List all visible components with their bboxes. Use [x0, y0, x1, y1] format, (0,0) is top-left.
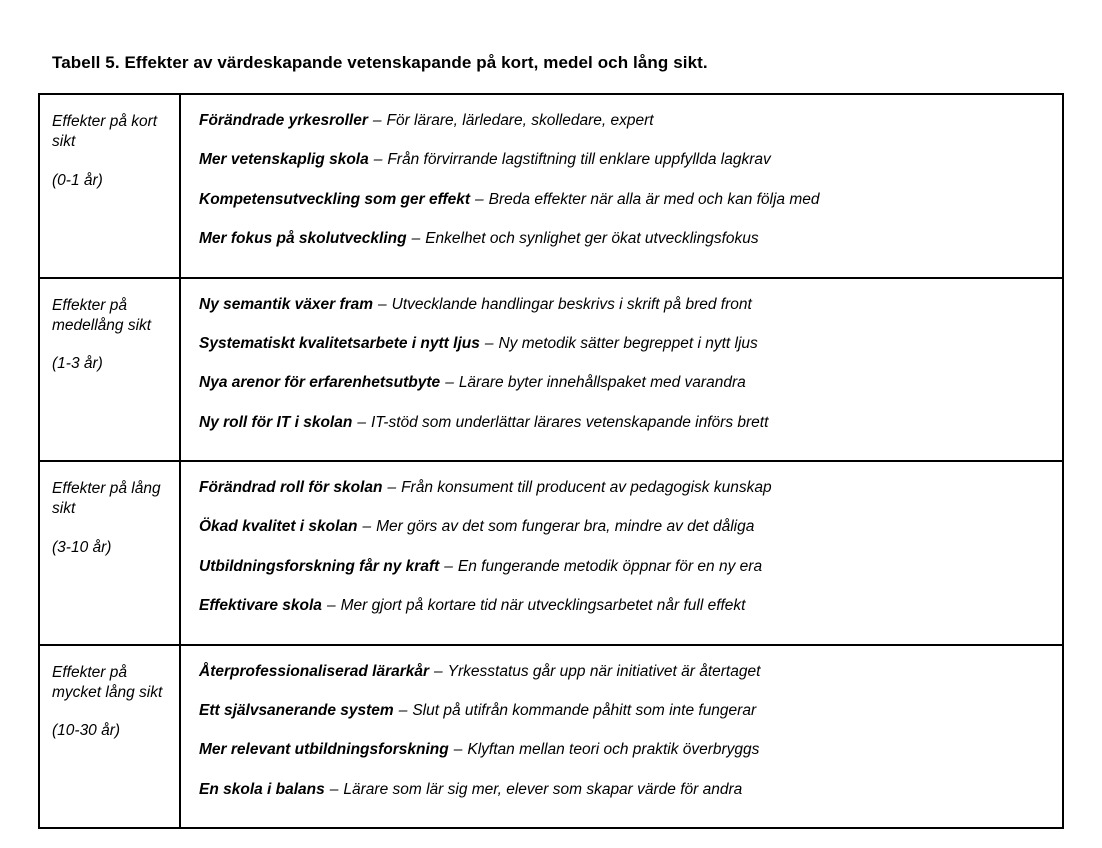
effect-term: Effektivare skola: [199, 597, 322, 615]
effect-item: [199, 596, 1050, 615]
effect-description: Ny metodik sätter begreppet i nytt ljus: [498, 334, 758, 352]
effect-term: Ny roll för IT i skolan: [199, 413, 353, 431]
dash-separator: –: [444, 557, 453, 575]
dash-separator: –: [326, 597, 336, 615]
row-header-cell: [40, 462, 181, 644]
effect-item: [199, 111, 1050, 130]
row-content-cell: [181, 95, 1062, 277]
period-label: Effekter på kort sikt: [52, 113, 158, 151]
effect-description: Mer görs av det som fungerar bra, mindre av det dåliga: [376, 518, 755, 536]
effect-description: Lärare som lär sig mer, elever som skapar värde för andra: [343, 780, 743, 798]
effect-description: Enkelhet och synlighet ger ökat utvecklingsfokus: [425, 230, 759, 248]
effect-item: [199, 150, 1050, 169]
dash-separator: –: [445, 374, 454, 392]
effect-item: [199, 662, 1050, 681]
dash-separator: –: [329, 780, 339, 798]
table-row: [40, 279, 1062, 463]
period-label: Effekter på medellång sikt: [52, 296, 152, 334]
effect-description: IT-stöd som underlättar lärares vetenskapande införs brett: [370, 413, 769, 431]
effect-item: [199, 557, 1050, 576]
effect-description: Yrkesstatus går upp när initiativet är återtaget: [447, 662, 761, 680]
effect-description: Klyftan mellan teori och praktik överbryggs: [467, 741, 760, 759]
dash-separator: –: [357, 413, 366, 431]
timeframe-label: (1-3 år): [52, 355, 103, 373]
table-row: [40, 95, 1062, 279]
effect-description: Breda effekter när alla är med och kan följa med: [488, 190, 820, 208]
period-label: Effekter på lång sikt: [52, 480, 161, 518]
effect-description: Från konsument till producent av pedagogisk kunskap: [401, 479, 772, 496]
dash-separator: –: [372, 112, 382, 129]
row-content-cell: [181, 646, 1062, 828]
dash-separator: –: [387, 479, 397, 496]
effect-term: Utbildningsforskning får ny kraft: [199, 557, 440, 575]
period-label: Effekter på mycket lång sikt: [52, 663, 163, 701]
dash-separator: –: [378, 295, 387, 313]
effect-description: Mer gjort på kortare tid när utvecklingsarbetet når full effekt: [340, 597, 746, 615]
row-content-cell: [181, 279, 1062, 461]
effect-term: Nya arenor för erfarenhetsutbyte: [199, 374, 441, 392]
dash-separator: –: [398, 701, 408, 719]
effect-description: Slut på utifrån kommande påhitt som inte fungerar: [412, 701, 757, 719]
effect-description: En fungerande metodik öppnar för en ny era: [457, 557, 763, 575]
table-caption: Tabell 5. Effekter av värdeskapande vetenskapande på kort, medel och lång sikt.: [52, 53, 708, 72]
effect-term: Mer relevant utbildningsforskning: [199, 741, 449, 759]
effect-item: [199, 701, 1050, 720]
effect-item: [199, 413, 1050, 432]
dash-separator: –: [373, 151, 383, 169]
row-header-cell: [40, 95, 181, 277]
effect-term: Ökad kvalitet i skolan: [199, 518, 358, 536]
effect-term: Mer vetenskaplig skola: [199, 151, 369, 169]
effect-description: Lärare byter innehållspaket med varandra: [458, 374, 746, 392]
effect-term: Mer fokus på skolutveckling: [199, 230, 407, 248]
effect-term: Ny semantik växer fram: [199, 295, 374, 313]
timeframe-label: (10-30 år): [52, 722, 121, 740]
effect-description: För lärare, lärledare, skolledare, expert: [386, 112, 654, 129]
effect-item: [199, 517, 1050, 536]
effect-description: Utvecklande handlingar beskrivs i skrift på bred front: [391, 295, 752, 313]
table-row: [40, 462, 1062, 646]
effect-term: En skola i balans: [199, 780, 325, 798]
table-row: [40, 646, 1062, 828]
effect-item: [199, 229, 1050, 248]
dash-separator: –: [453, 741, 463, 759]
effect-item: [199, 190, 1050, 209]
effect-item: [199, 780, 1050, 799]
dash-separator: –: [434, 662, 443, 680]
row-header-cell: [40, 279, 181, 461]
timeframe-label: (0-1 år): [52, 171, 103, 189]
effect-term: Förändrad roll för skolan: [199, 479, 383, 496]
effect-item: [199, 373, 1050, 392]
effect-term: Kompetensutveckling som ger effekt: [199, 190, 471, 208]
effect-term: Förändrade yrkesroller: [199, 112, 368, 129]
dash-separator: –: [362, 518, 372, 536]
dash-separator: –: [411, 230, 421, 248]
timeframe-label: (3-10 år): [52, 538, 112, 556]
effect-term: Ett självsanerande system: [199, 701, 394, 719]
effect-item: [199, 295, 1050, 314]
effect-item: [199, 334, 1050, 353]
dash-separator: –: [484, 334, 494, 352]
effect-description: Från förvirrande lagstiftning till enklare uppfyllda lagkrav: [387, 151, 771, 169]
row-content-cell: [181, 462, 1062, 644]
effect-term: Systematiskt kvalitetsarbete i nytt ljus: [199, 334, 480, 352]
effect-term: Återprofessionaliserad lärarkår: [199, 662, 430, 680]
effects-table: [38, 93, 1064, 829]
effect-item: [199, 478, 1050, 497]
row-header-cell: [40, 646, 181, 828]
effect-item: [199, 740, 1050, 759]
dash-separator: –: [475, 190, 484, 208]
